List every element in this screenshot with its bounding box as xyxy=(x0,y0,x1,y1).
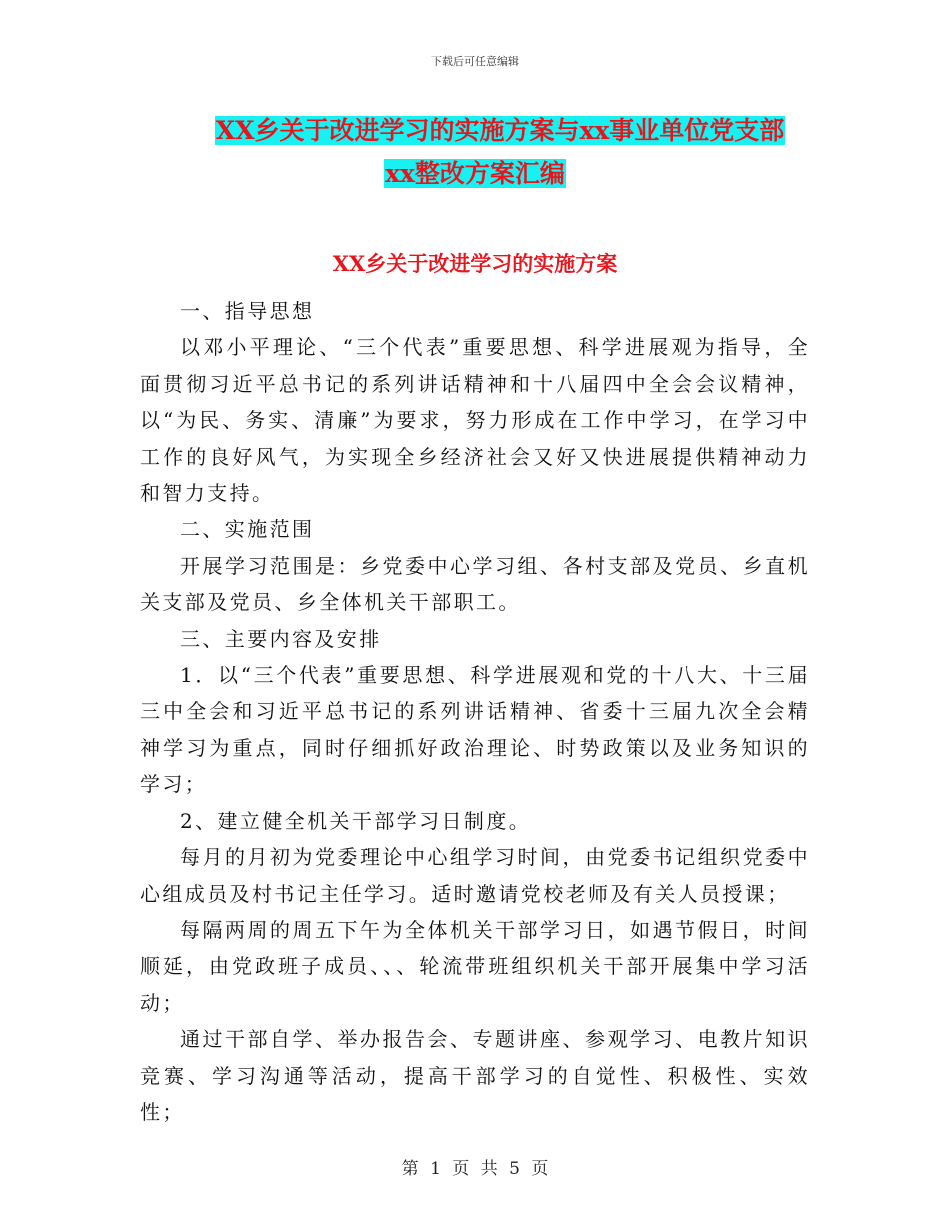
paragraph-guiding-ideology: 以邓小平理论、“三个代表”重要思想、科学进展观为指导，全面贯彻习近平总书记的系列讲话精神和十八届四中全会会议精神，以“为民、务实、清廉”为要求，努力形成在工作中学习，在学习中工作的良好风气，为实现全乡经济社会又好又快进展提供精神动力和智力支持。 xyxy=(140,335,810,506)
heading-content: 三、主要内容及安排 xyxy=(180,626,382,651)
paragraph-item-2: 2、建立健全机关干部学习日制度。 xyxy=(180,808,532,833)
page-footer: 第 1 页 共 5 页 xyxy=(401,1159,549,1179)
heading-scope: 二、实施范围 xyxy=(180,517,315,542)
highlighted-title-text-1: XX乡关于改进学习的实施方案与xx事业单位党支部 xyxy=(215,116,785,145)
paragraph-scope: 开展学习范围是：乡党委中心学习组、各村支部及党员、乡直机关支部及党员、乡全体机关干部职工。 xyxy=(140,553,810,615)
paragraph-study-methods: 通过干部自学、举办报告会、专题讲座、参观学习、电教片知识竞赛、学习沟通等活动，提高干部学习的自觉性、积极性、实效性； xyxy=(140,1027,810,1124)
document-title-line-1 xyxy=(25,115,950,147)
section-title: XX乡关于改进学习的实施方案 xyxy=(332,251,618,276)
paragraph-biweekly-study: 每隔两周的周五下午为全体机关干部学习日，如遇节假日，时间顺延，由党政班子成员、、、轮流带班组织机关干部开展集中学习活动； xyxy=(140,917,810,1015)
paragraph-monthly-study: 每月的月初为党委理论中心组学习时间，由党委书记组织党委中心组成员及村书记主任学习。适时邀请党校老师及有关人员授课； xyxy=(140,845,810,906)
highlighted-title-text-2: xx整改方案汇编 xyxy=(385,159,565,188)
heading-guiding-ideology: 一、指导思想 xyxy=(180,299,315,323)
document-body xyxy=(140,293,810,1130)
document-title-line-2 xyxy=(0,158,950,190)
paragraph-item-1: 1．以“三个代表”重要思想、科学进展观和党的十八大、十三届三中全会和习近平总书记的系列讲话精神、省委十三届九次全会精神学习为重点，同时仔细抓好政治理论、时势政策以及业务知识的学习； xyxy=(140,663,810,797)
page-header: 下载后可任意编辑 xyxy=(431,55,519,68)
